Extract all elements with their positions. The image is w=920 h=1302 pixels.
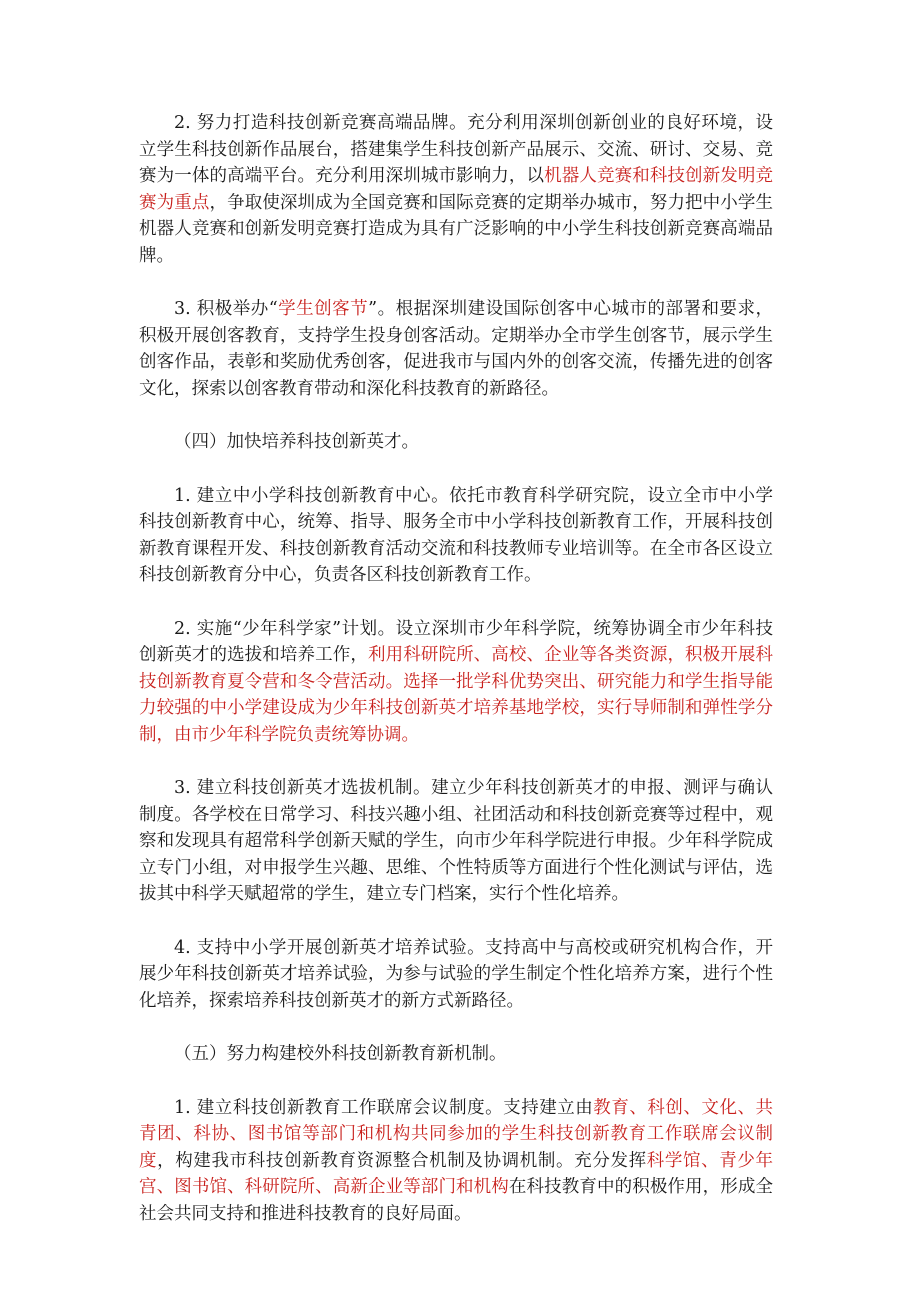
- text-segment: ”。根据深圳建设国际创客中心城市的部署和要求，积极开展创客教育，支持学生投身创客活动。定期举办全市学生创客节，展示学生创客作品，表彰和奖励优秀创客，促进我市与国内外的创客交流，传播先进的创客文化，探索以创客教育带动和深化科技教育的新路径。: [139, 299, 773, 399]
- paragraph-2-4: [139, 616, 773, 749]
- paragraph-1-4: [139, 483, 773, 589]
- highlighted-text: 学生创客节: [277, 299, 369, 319]
- heading-text: （四）加快培养科技创新英才。: [174, 432, 419, 452]
- highlighted-text: 机器人竞赛和科技创新发明竞赛为重点: [139, 166, 774, 213]
- paragraph-4-4: [139, 935, 773, 1015]
- text-segment: 2. 实施“少年科学家”计划。设立深圳市少年科学院，统筹协调全市少年科技创新英才的选拔和培养工作，: [139, 618, 773, 665]
- text-segment: ，争取使深圳成为全国竞赛和国际竞赛的定期举办城市，努力把中小学生机器人竞赛和创新发明竞赛打造成为具有广泛影响的中小学生科技创新竞赛高端品牌。: [139, 192, 774, 266]
- text-segment: 3. 建立科技创新英才选拔机制。建立少年科技创新英才的申报、测评与确认制度。各学校在日常学习、科技兴趣小组、社团活动和科技创新竞赛等过程中，观察和发现具有超常科学创新天赋的学生，向市少年科学院进行申报。少年科学院成立专门小组，对申报学生兴趣、思维、个性特质等方面进行个性化测试与评估，选拔其中科学天赋超常的学生，建立专门档案，实行个性化培养。: [139, 778, 773, 904]
- heading-text: （五）努力构建校外科技创新教育新机制。: [174, 1044, 507, 1064]
- text-segment: 3. 积极举办“: [174, 299, 278, 319]
- text-segment: 4. 支持中小学开展创新英才培养试验。支持高中与高校或研究机构合作，开展少年科技创新英才培养试验，为参与试验的学生制定个性化培养方案，进行个性化培养，探索培养科技创新英才的新方式新路径。: [139, 937, 773, 1011]
- document-body: [139, 110, 773, 1254]
- text-segment: ，构建我市科技创新教育资源整合机制及协调机制。充分发挥: [157, 1150, 647, 1171]
- highlighted-text: 科学馆、青少年宫、图书馆、科研院所、高新企业等部门和机构: [139, 1150, 774, 1197]
- paragraph-3-4: [139, 775, 773, 908]
- section-heading-4: [139, 429, 773, 456]
- paragraph-2-1: [139, 110, 773, 269]
- text-segment: 在科技教育中的积极作用，形成全社会共同支持和推进科技教育的良好局面。: [139, 1177, 774, 1224]
- text-segment: 1. 建立科技创新教育工作联席会议制度。支持建立由: [174, 1097, 594, 1118]
- text-segment: 2. 努力打造科技创新竞赛高端品牌。充分利用深圳创新创业的良好环境，设立学生科技创新作品展台，搭建集学生科技创新产品展示、交流、研讨、交易、竞赛为一体的高端平台。充分利用深圳城市影响力，以: [139, 113, 773, 186]
- highlighted-text: 教育、科创、文化、共青团、科协、图书馆等部门和机构共同参加的学生科技创新教育工作联席会议制度: [139, 1097, 774, 1171]
- highlighted-text: 利用科研院所、高校、企业等各类资源，积极开展科技创新教育夏令营和冬令营活动。选择一批学科优势突出、研究能力和学生指导能力较强的中小学建设成为少年科技创新英才培养基地学校，实行导师制和弹性学分制，由市少年科学院负责统筹协调。: [139, 645, 774, 745]
- section-heading-5: [139, 1041, 773, 1068]
- paragraph-3-1: [139, 296, 773, 402]
- text-segment: 1. 建立中小学科技创新教育中心。依托市教育科学研究院，设立全市中小学科技创新教育中心，统筹、指导、服务全市中小学科技创新教育工作，开展科技创新教育课程开发、科技创新教育活动交流和科技教师专业培训等。在全市各区设立科技创新教育分中心，负责各区科技创新教育工作。: [139, 485, 773, 585]
- paragraph-1-5: [139, 1095, 773, 1228]
